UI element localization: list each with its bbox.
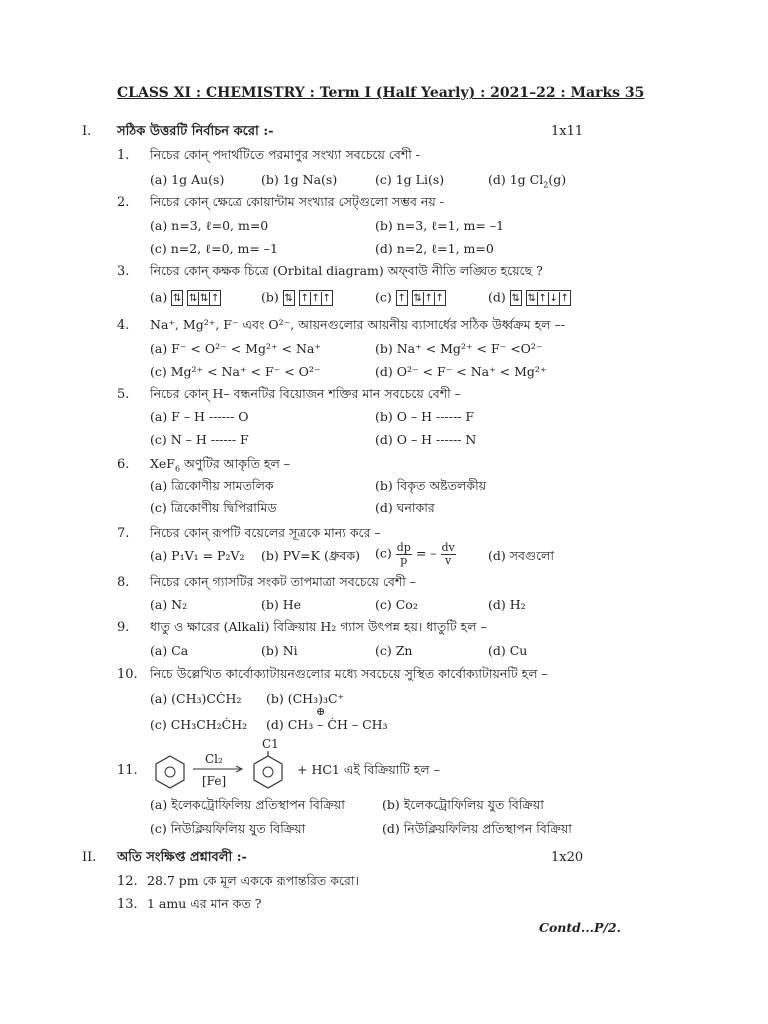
section-roman: I.: [82, 124, 92, 139]
question-number: 12.: [117, 874, 138, 889]
option-b: (b) Na⁺ < Mg²⁺ < F⁻ <O²⁻: [375, 341, 543, 356]
reaction-arrow-icon: [193, 765, 245, 773]
option-c: (c) ↑ ⇅ ↑ ↑: [375, 289, 444, 305]
option-c: (c) 1g Li(s): [375, 172, 445, 187]
question-text: নিচের কোন্ ক্ষেত্রে কোয়ান্টাম সংখ্যার সেট্গুলো সম্ভব নয় -: [150, 194, 444, 209]
section-marks: 1x20: [551, 850, 584, 865]
orbital-arrow: ⇅: [413, 293, 422, 304]
option-d: (d) CH₃ – ĊH – CH₃: [266, 717, 388, 732]
option-b: (b) (CH₃)₃C⁺: [266, 691, 345, 706]
question-number: 13.: [117, 897, 138, 912]
option-d: (d) ঘনাকার: [375, 500, 435, 515]
chlorobenzene-icon: [250, 750, 286, 790]
option-d: (d) O²⁻ < F⁻ < Na⁺ < Mg²⁺: [375, 364, 547, 379]
question-text: নিচের কোন্ পদার্থটিতে পরমাণুর সংখ্যা সবচেয়ে বেশী -: [150, 147, 421, 162]
option-b: (b) He: [261, 597, 302, 612]
orbital-arrow: ⇅: [199, 293, 209, 304]
question-number: 4.: [117, 318, 130, 333]
question-number: 2.: [117, 195, 130, 210]
question-text: 28.7 pm কে মূল এককে রূপান্তরিত করো।: [147, 873, 360, 888]
option-b: (b) বিকৃত অষ্টতলকীয়: [375, 478, 487, 493]
option-b: (b) 1g Na(s): [261, 172, 338, 187]
orbital-box-s: [171, 290, 183, 306]
fraction: $\frac{dp}{p}$: [396, 541, 411, 567]
orbital-arrow: ↑: [538, 293, 547, 304]
orbital-arrow: ↑: [424, 293, 433, 304]
orbital-arrow: ↑: [300, 293, 309, 304]
option-d: (d) O – H ------ N: [375, 432, 477, 447]
option-a: (a) (CH₃)CĊH₂: [150, 691, 242, 706]
option-c: (c) n=2, ℓ=0, m= –1: [150, 241, 279, 256]
orbital-box-p: [187, 290, 221, 306]
option-b: (b) ইলেকট্রোফিলিয় যুত বিক্রিয়া: [382, 797, 544, 812]
orbital-arrow: ⇅: [173, 293, 182, 304]
section-marks: 1x11: [551, 124, 584, 139]
question-number: 11.: [117, 763, 138, 778]
option-d: (d) নিউক্লিয়ফিলিয় প্রতিস্থাপন বিক্রিয়া: [382, 821, 572, 836]
question-number: 1.: [117, 148, 130, 163]
orbital-arrow: ↑: [210, 293, 220, 304]
orbital-arrow: ↑: [435, 293, 444, 304]
orbital-box-p: [526, 290, 571, 306]
orbital-box-s: [283, 290, 295, 306]
option-a: (a) F – H ------ O: [150, 409, 249, 424]
option-d: (d) সবগুলো: [488, 548, 554, 563]
option-d: (d) Cu: [488, 643, 528, 658]
question-text: Na⁺, Mg²⁺, F⁻ এবং O²⁻, আয়নগুলোর আয়নীয় ব্যাসার্ধের সঠিক উর্ধ্বক্রম হল –-: [150, 317, 565, 332]
question-number: 3.: [117, 264, 130, 279]
orbital-box-p: [299, 290, 333, 306]
question-text: নিচের কোন্ H– বন্ধনটির বিয়োজন শক্তির মান সবচেয়ে বেশী –: [150, 386, 461, 401]
orbital-arrow: ↑: [311, 293, 320, 304]
option-d: (d) H₂: [488, 597, 526, 612]
benzene-icon: [152, 754, 188, 790]
option-a: (a) 1g Au(s): [150, 172, 225, 187]
option-a: (a) Ca: [150, 643, 189, 658]
option-b: (b) Ni: [261, 643, 298, 658]
question-text: XeF$_6$ অণুটির আকৃতি হল –: [150, 456, 291, 474]
reaction-catalyst: [Fe]: [202, 774, 227, 788]
section-heading: অতি সংক্ষিপ্ত প্রশ্নাবলী :-: [117, 850, 247, 865]
option-d: (d) 1g $Cl_2(g)$: [488, 172, 567, 190]
question-number: 7.: [117, 526, 130, 541]
orbital-arrow: ↑: [322, 293, 331, 304]
orbital-arrow: ↓: [549, 293, 558, 304]
option-b: (b) n=3, ℓ=1, m= –1: [375, 218, 505, 233]
option-c: (c) $\frac{dp}{p}$ = – $\frac{dv}{v}$: [375, 541, 455, 567]
question-number: 10.: [117, 667, 138, 682]
question-text: নিচের কোন্ কক্ষক চিত্রে (Orbital diagram) অফ্‌বাউ নীতি লঙ্ঘিত হয়েছে ?: [150, 263, 543, 278]
question-text: নিচের কোন্ রূপটি বয়েলের সূত্রকে মান্য করে –: [150, 525, 381, 540]
option-a: (a) F⁻ < O²⁻ < Mg²⁺ < Na⁺: [150, 341, 321, 356]
option-a: (a) ইলেকট্রোফিলিয় প্রতিস্থাপন বিক্রিয়া: [150, 797, 345, 812]
orbital-arrow: ⇅: [284, 293, 293, 304]
question-text: ধাতু ও ক্ষারের (Alkali) বিক্রিয়ায় H₂ গ্যাস উৎপন্ন হয়। ধাতুটি হল –: [150, 619, 487, 634]
section-roman: II.: [82, 850, 97, 865]
option-d: (d) n=2, ℓ=1, m=0: [375, 241, 494, 256]
question-number: 5.: [117, 387, 130, 402]
option-c: (c) N – H ------ F: [150, 432, 249, 447]
option-b: (b) PV=K (ধ্রুবক): [261, 548, 361, 563]
reaction-tail-text: + HC1 এই বিক্রিয়াটি হল –: [297, 762, 440, 777]
option-a: (a) N₂: [150, 597, 188, 612]
option-a: (a) P₁V₁ = P₂V₂: [150, 548, 245, 563]
orbital-arrow: ⇅: [188, 293, 198, 304]
chlorine-label: C1: [262, 737, 279, 751]
orbital-box-s: [396, 290, 408, 306]
option-d: (d) ⇅ ⇅ ↑ ↓ ↑: [488, 289, 569, 305]
question-number: 9.: [117, 620, 130, 635]
section-heading: সঠিক উত্তরটি নির্বাচন করো :-: [117, 124, 274, 139]
question-number: 6.: [117, 457, 130, 472]
orbital-arrow: ↑: [560, 293, 569, 304]
option-a: (a) ত্রিকোণীয় সামতলিক: [150, 478, 274, 493]
orbital-box-s: [510, 290, 522, 306]
orbital-box-p: [412, 290, 446, 306]
orbital-arrow: ⇅: [527, 293, 536, 304]
question-text: নিচের কোন্ গ্যাসটির সংকট তাপমাত্রা সবচেয়ে বেশী –: [150, 574, 417, 589]
option-c: (c) নিউক্লিয়ফিলিয় যুত বিক্রিয়া: [150, 821, 306, 836]
continued-note: Contd...P/2.: [539, 920, 621, 935]
option-c: (c) Zn: [375, 643, 413, 658]
option-c: (c) Mg²⁺ < Na⁺ < F⁻ < O²⁻: [150, 364, 321, 379]
orbital-arrow: ⇅: [511, 293, 520, 304]
question-number: 8.: [117, 575, 130, 590]
question-text: 1 amu এর মান কত ?: [147, 896, 262, 911]
option-c: (c) Co₂: [375, 597, 418, 612]
question-text: নিচে উল্লেখিত কার্বোক্যাটায়নগুলোর মধ্যে সবচেয়ে সুস্থিত কার্বোক্যাটায়নটি হল –: [150, 666, 548, 681]
option-c: (c) ত্রিকোণীয় দ্বিপিরামিড: [150, 500, 277, 515]
reaction-reagent: Cl₂: [205, 752, 223, 766]
option-b: (b) ⇅ ↑ ↑ ↑: [261, 289, 331, 305]
fraction: $\frac{dv}{v}$: [441, 541, 455, 567]
orbital-arrow: ↑: [397, 293, 406, 304]
option-a: (a) n=3, ℓ=0, m=0: [150, 218, 269, 233]
carbocation-charge: ⊕: [316, 705, 326, 718]
option-c: (c) CH₃CH₂ĊH₂: [150, 717, 248, 732]
option-b: (b) O – H ------ F: [375, 409, 475, 424]
option-a: (a) ⇅ ⇅ ⇅ ↑: [150, 289, 220, 305]
page-title: CLASS XI : CHEMISTRY : Term I (Half Yearly) : 2021–22 : Marks 35: [117, 85, 645, 101]
